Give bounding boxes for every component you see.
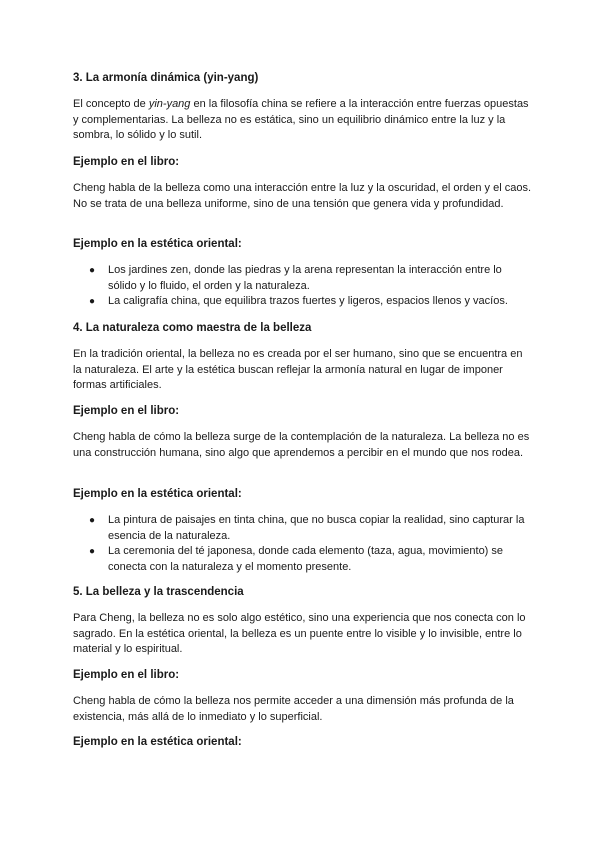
list-item: ● La caligrafía china, que equilibra trazos fuertes y ligeros, espacios llenos y vacíos. — [73, 294, 533, 310]
section-3-heading: 3. La armonía dinámica (yin-yang) — [73, 72, 259, 84]
yin-yang-term: yin-yang — [148, 98, 191, 110]
section-3-book-text: Cheng habla de la belleza como una interacción entre la luz y la oscuridad, el orden y el caos. No se trata de una belleza uniforme, sino de una tensión que genera vida y profundidad. — [73, 182, 531, 210]
section-3-intro: El concepto de yin-yang en la filosofía china se refiere a la interacción entre fuerzas opuestas y complementarias. La belleza no es estática, sino un equilibrio dinámico entre la luz y la sombra, lo sólido y lo sutil. — [73, 98, 529, 141]
section-4-book-heading: Ejemplo en el libro: — [73, 405, 180, 417]
list-item: ● La pintura de paisajes en tinta china, que no busca copiar la realidad, sino capturar la esencia de la naturaleza. — [89, 514, 525, 542]
section-3-oriental-heading: Ejemplo en la estética oriental: — [73, 238, 242, 250]
bullet-icon: ● — [89, 515, 96, 526]
section-4-book-text: Cheng habla de cómo la belleza surge de la contemplación de la naturaleza. La belleza no es una construcción humana, sino algo que aprendemos a percibir en el mundo que nos rodea. — [73, 431, 530, 459]
section-5-book-heading: Ejemplo en el libro: — [73, 669, 180, 681]
section-4-intro: En la tradición oriental, la belleza no es creada por el ser humano, sino que se encuentra en la naturaleza. El arte y la estética buscan reflejar la armonía natural en lugar de imponer formas artificiales. — [73, 348, 523, 391]
bullet-icon: ● — [89, 546, 96, 557]
section-3-oriental-list — [73, 263, 533, 310]
section-5-book-text: Cheng habla de cómo la belleza nos permite acceder a una dimensión más profunda de la existencia, más allá de lo inmediato y lo superficial. — [73, 695, 514, 723]
section-4-oriental-heading: Ejemplo en la estética oriental: — [73, 488, 242, 500]
section-5-oriental-heading: Ejemplo en la estética oriental: — [73, 736, 242, 748]
section-3-book-heading: Ejemplo en el libro: — [73, 156, 180, 168]
section-4-oriental-list — [73, 513, 533, 575]
section-5-heading: 5. La belleza y la trascendencia — [73, 586, 244, 598]
list-item: ● La ceremonia del té japonesa, donde cada elemento (taza, agua, movimiento) se conecta con la naturaleza y el momento presente. — [89, 545, 504, 573]
section-4-heading: 4. La naturaleza como maestra de la belleza — [73, 322, 312, 334]
section-5-intro: Para Cheng, la belleza no es solo algo estético, sino una experiencia que nos conecta con lo sagrado. En la estética oriental, la belleza es un puente entre lo visible y lo invisible, entre lo material y lo espiritual. — [73, 612, 526, 655]
bullet-icon: ● — [89, 296, 96, 307]
bullet-icon: ● — [89, 265, 96, 276]
list-item: ● Los jardines zen, donde las piedras y la arena representan la interacción entre lo sólido y lo fluido, el orden y la naturaleza. — [89, 264, 502, 292]
